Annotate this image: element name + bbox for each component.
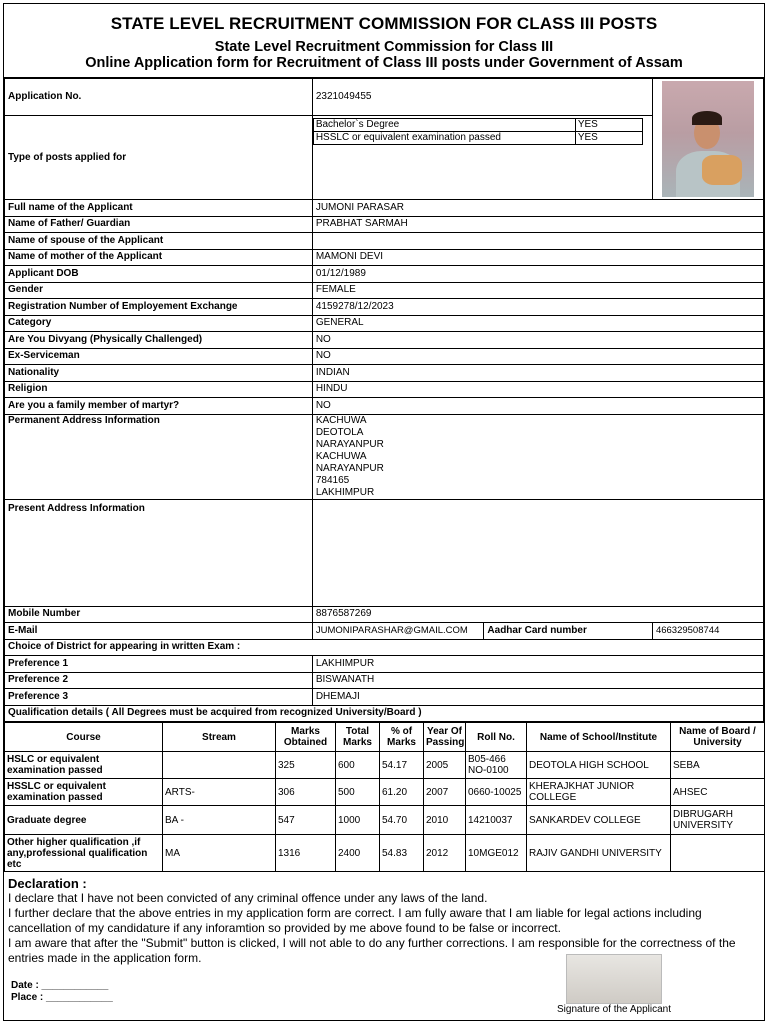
posts-label: Type of posts applied for — [5, 116, 313, 200]
qualification-cell: 306 — [276, 779, 336, 806]
preference-value: LAKHIMPUR — [312, 656, 763, 673]
field-value: 01/12/1989 — [312, 266, 763, 283]
field-value: PRABHAT SARMAH — [312, 216, 763, 233]
date-place — [11, 980, 113, 1004]
field-value: INDIAN — [312, 365, 763, 382]
mobile-value: 8876587269 — [312, 606, 763, 623]
qualification-cell: Other higher qualification ,if any,professional qualification etc — [5, 835, 163, 872]
qualification-cell: B05-466 NO-0100 — [466, 752, 527, 779]
email-label: E-Mail — [5, 623, 313, 640]
qualification-cell: 2012 — [424, 835, 466, 872]
qualification-column-header: % of Marks — [380, 723, 424, 752]
qualification-row — [5, 779, 765, 806]
field-label: Nationality — [5, 365, 313, 382]
qualification-row — [5, 806, 765, 835]
qualification-cell: 2005 — [424, 752, 466, 779]
form-subtitle-1: State Level Recruitment Commission for Class III — [214, 39, 554, 55]
field-row — [5, 233, 764, 250]
qualification-cell: 2007 — [424, 779, 466, 806]
field-value: MAMONI DEVI — [312, 249, 763, 266]
form-subtitle-2: Online Application form for Recruitment of Class III posts under Government of Assam — [85, 55, 683, 71]
field-row — [5, 315, 764, 332]
qualification-column-header: Year Of Passing — [424, 723, 466, 752]
post-row — [313, 132, 642, 145]
qualification-cell: KHERAJKHAT JUNIOR COLLEGE — [527, 779, 671, 806]
application-no-value: 2321049455 — [312, 79, 652, 116]
qualification-column-header: Marks Obtained — [276, 723, 336, 752]
qualification-cell: 547 — [276, 806, 336, 835]
field-value: FEMALE — [312, 282, 763, 299]
preference-label: Preference 3 — [5, 689, 313, 706]
field-row — [5, 348, 764, 365]
qualification-cell: BA - — [163, 806, 276, 835]
qualification-cell: MA — [163, 835, 276, 872]
permanent-address-value — [312, 414, 763, 499]
field-label: Name of Father/ Guardian — [5, 216, 313, 233]
application-form — [3, 3, 765, 1021]
field-row — [5, 381, 764, 398]
aadhar-value: 466329508744 — [652, 623, 763, 640]
qualification-cell: RAJIV GANDHI UNIVERSITY — [527, 835, 671, 872]
field-label: Full name of the Applicant — [5, 200, 313, 217]
field-value: NO — [312, 398, 763, 415]
address-line: LAKHIMPUR — [315, 486, 375, 498]
qualification-row — [5, 835, 765, 872]
place-line: Place : ____________ — [11, 992, 113, 1003]
present-address-label: Present Address Information — [5, 499, 313, 606]
field-label: Name of mother of the Applicant — [5, 249, 313, 266]
qualification-cell: 1000 — [336, 806, 380, 835]
field-row — [5, 200, 764, 217]
field-value: NO — [312, 348, 763, 365]
preference-row — [5, 672, 764, 689]
qualification-cell: HSLC or equivalent examination passed — [5, 752, 163, 779]
qualification-cell: 0660-10025 — [466, 779, 527, 806]
applicant-details-table — [4, 78, 764, 722]
post-name: Bachelor`s Degree — [313, 119, 575, 132]
field-value: NO — [312, 332, 763, 349]
form-title: STATE LEVEL RECRUITMENT COMMISSION FOR CLASS III POSTS — [110, 14, 658, 33]
field-row — [5, 398, 764, 415]
signature-image — [566, 954, 662, 1004]
field-label: Ex-Serviceman — [5, 348, 313, 365]
address-line: KACHUWA — [315, 414, 367, 426]
field-label: Are you a family member of martyr? — [5, 398, 313, 415]
qualification-cell: DEOTOLA HIGH SCHOOL — [527, 752, 671, 779]
declaration-para-1: I declare that I have not been convicted of any criminal offence under any laws of the land. — [8, 891, 488, 905]
application-no-label: Application No. — [5, 79, 313, 116]
declaration-para-2: I further declare that the above entries in my application form are correct. I am fully aware that I am liable for legal actions including cancellation of my candidature if any inforamtion so provided by me above found to be false or incorrect. — [8, 906, 702, 935]
posts-table — [313, 118, 643, 145]
district-heading: Choice of District for appearing in written Exam : — [5, 639, 764, 656]
field-label: Registration Number of Employement Exchange — [5, 299, 313, 316]
qualification-cell: 1316 — [276, 835, 336, 872]
field-label: Name of spouse of the Applicant — [5, 233, 313, 250]
qualification-cell: 10MGE012 — [466, 835, 527, 872]
field-row — [5, 249, 764, 266]
form-header — [4, 4, 764, 78]
field-value: 4159278/12/2023 — [312, 299, 763, 316]
preference-row — [5, 656, 764, 673]
qualification-cell: SEBA — [671, 752, 765, 779]
qualification-cell: SANKARDEV COLLEGE — [527, 806, 671, 835]
post-value: YES — [575, 132, 642, 145]
qualification-cell: HSSLC or equivalent examination passed — [5, 779, 163, 806]
qualification-cell: AHSEC — [671, 779, 765, 806]
declaration-title: Declaration : — [8, 876, 87, 891]
field-label: Religion — [5, 381, 313, 398]
field-row — [5, 282, 764, 299]
field-value: HINDU — [312, 381, 763, 398]
field-row — [5, 365, 764, 382]
field-label: Are You Divyang (Physically Challenged) — [5, 332, 313, 349]
field-label: Category — [5, 315, 313, 332]
qualification-row — [5, 752, 765, 779]
qualification-cell: 61.20 — [380, 779, 424, 806]
permanent-address-label: Permanent Address Information — [5, 414, 313, 499]
present-address-value — [312, 499, 763, 606]
address-line: 784165 — [315, 474, 350, 486]
address-line: NARAYANPUR — [315, 438, 384, 450]
qualification-column-header: Roll No. — [466, 723, 527, 752]
preference-row — [5, 689, 764, 706]
mobile-label: Mobile Number — [5, 606, 313, 623]
signature-label: Signature of the Applicant — [557, 1004, 671, 1015]
post-value: YES — [575, 119, 642, 132]
qualification-cell: 2010 — [424, 806, 466, 835]
address-line: NARAYANPUR — [315, 462, 384, 474]
posts-cell — [312, 116, 652, 200]
qualification-cell: 54.70 — [380, 806, 424, 835]
field-value: GENERAL — [312, 315, 763, 332]
preference-label: Preference 1 — [5, 656, 313, 673]
preference-value: DHEMAJI — [312, 689, 763, 706]
post-name: HSSLC or equivalent examination passed — [313, 132, 575, 145]
qualification-cell — [671, 835, 765, 872]
field-row — [5, 266, 764, 283]
field-value: JUMONI PARASAR — [312, 200, 763, 217]
date-line: Date : ____________ — [11, 980, 109, 991]
address-line: DEOTOLA — [315, 426, 364, 438]
qualification-column-header: Stream — [163, 723, 276, 752]
declaration-para-3: I am aware that after the "Submit" button is clicked, I will not able to do any further corrections. I am responsible for the correctness of the entries made in the application form. — [8, 936, 736, 965]
post-row — [313, 119, 642, 132]
qualification-heading: Qualification details ( All Degrees must be acquired from recognized University/Board ) — [5, 705, 764, 722]
qualification-cell: 325 — [276, 752, 336, 779]
address-line: KACHUWA — [315, 450, 367, 462]
qualification-cell: 600 — [336, 752, 380, 779]
qualification-cell: ARTS- — [163, 779, 276, 806]
field-label: Gender — [5, 282, 313, 299]
field-row — [5, 332, 764, 349]
qualification-cell: DIBRUGARH UNIVERSITY — [671, 806, 765, 835]
preference-label: Preference 2 — [5, 672, 313, 689]
qualification-cell — [163, 752, 276, 779]
qualification-column-header: Name of Board / University — [671, 723, 765, 752]
qualification-column-header: Course — [5, 723, 163, 752]
field-row — [5, 299, 764, 316]
applicant-photo-cell — [652, 79, 763, 200]
field-value — [312, 233, 763, 250]
qualification-cell: Graduate degree — [5, 806, 163, 835]
email-value: JUMONIPARASHAR@GMAIL.COM — [312, 623, 484, 640]
qualification-column-header: Name of School/Institute — [527, 723, 671, 752]
aadhar-label: Aadhar Card number — [484, 623, 653, 640]
field-row — [5, 216, 764, 233]
qualification-cell: 54.17 — [380, 752, 424, 779]
field-label: Applicant DOB — [5, 266, 313, 283]
form-footer — [4, 950, 764, 1020]
signature-block — [544, 954, 684, 1015]
applicant-photo — [662, 81, 754, 197]
qualification-cell: 2400 — [336, 835, 380, 872]
qualification-table — [4, 722, 765, 872]
qualification-column-header: Total Marks — [336, 723, 380, 752]
preference-value: BISWANATH — [312, 672, 763, 689]
qualification-cell: 500 — [336, 779, 380, 806]
qualification-cell: 54.83 — [380, 835, 424, 872]
qualification-cell: 14210037 — [466, 806, 527, 835]
